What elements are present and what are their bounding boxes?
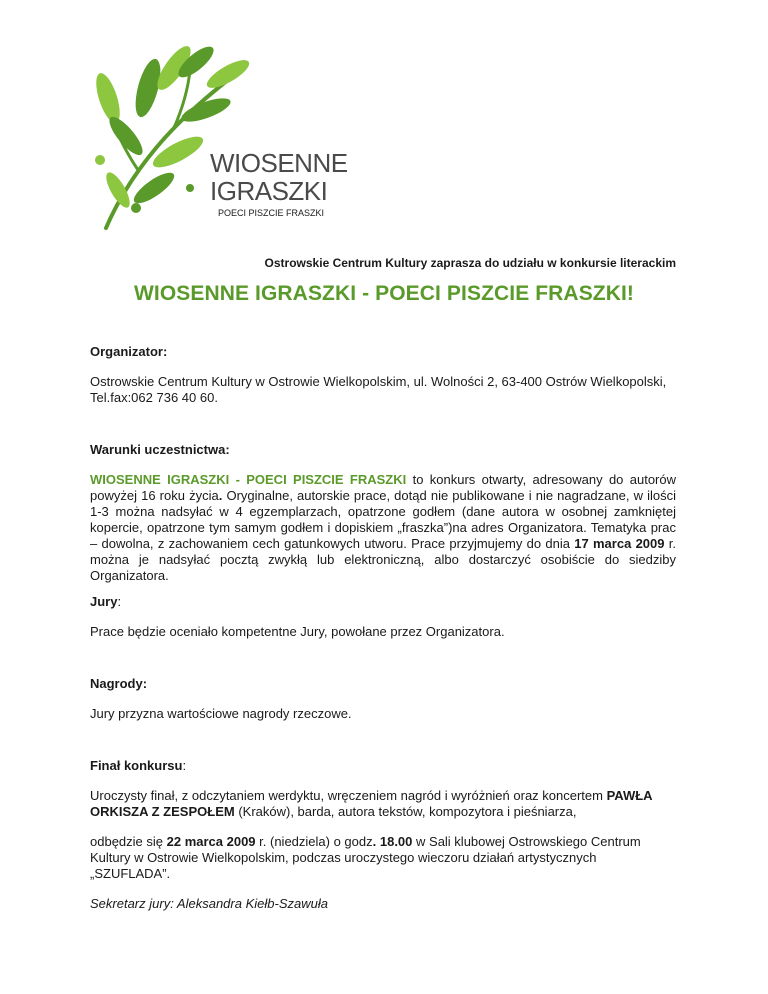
jury-heading bbox=[90, 594, 676, 610]
olive-branch-logo-icon bbox=[78, 40, 348, 235]
organizator-line-2: Tel.fax:062 736 40 60. bbox=[90, 390, 218, 405]
final-date: 22 marca 2009 bbox=[166, 834, 256, 849]
organizator-heading: Organizator: bbox=[90, 344, 168, 359]
warunki-dot: . bbox=[218, 488, 223, 503]
contest-name: WIOSENNE IGRASZKI - POECI PISZCIE FRASZKI bbox=[90, 472, 407, 487]
document-body bbox=[90, 344, 676, 912]
final-paragraph-1 bbox=[90, 788, 676, 820]
warunki-text-3: r. można je nadsyłać pocztą zwykłą lub elektroniczną, albo dostarczyć osobiście do siedziby Organizatora. bbox=[90, 536, 677, 583]
intro-line: Ostrowskie Centrum Kultury zaprasza do udziału w konkursie literackim bbox=[264, 256, 676, 270]
organizator-address bbox=[90, 374, 676, 406]
final-heading-label: Finał konkursu bbox=[90, 758, 183, 773]
logo bbox=[78, 40, 348, 235]
final-p2-dot: . bbox=[372, 834, 377, 849]
warunki-text-1: to konkurs otwarty, adresowany do autorów powyżej 16 roku życia bbox=[90, 472, 676, 503]
warunki-paragraph bbox=[90, 472, 676, 584]
sekretarz-line: Sekretarz jury: Aleksandra Kiełb-Szawuła bbox=[90, 896, 328, 911]
final-p1-c: (Kraków), barda, autora tekstów, kompozytora i pieśniarza, bbox=[234, 804, 577, 819]
final-time: 18.00 bbox=[376, 834, 413, 849]
final-p2-a: odbędzie się bbox=[90, 834, 167, 849]
page-title: WIOSENNE IGRASZKI - POECI PISZCIE FRASZKI! bbox=[133, 282, 635, 305]
final-p2-c: w Sali klubowej Ostrowskiego Centrum Kultury w Ostrowie Wielkopolskim, podczas uroczystego wieczoru działań artystycznych „SZUFLADA”. bbox=[90, 834, 641, 881]
logo-line-2: IGRASZKI bbox=[210, 176, 328, 206]
final-heading bbox=[90, 758, 676, 774]
warunki-heading: Warunki uczestnictwa: bbox=[90, 442, 230, 457]
final-paragraph-2 bbox=[90, 834, 676, 882]
nagrody-heading: Nagrody: bbox=[90, 676, 148, 691]
organizator-line-1: Ostrowskie Centrum Kultury w Ostrowie Wielkopolskim, ul. Wolności 2, 63-400 Ostrów Wielkopolski, bbox=[90, 374, 667, 389]
final-p1-a: Uroczysty finał, z odczytaniem werdyktu, wręczeniem nagród i wyróżnień oraz koncertem bbox=[90, 788, 607, 803]
warunki-text-2: Oryginalne, autorskie prace, dotąd nie publikowane i nie nagradzane, w ilości 1-3 można nadsyłać w 4 egzemplarzach, opatrzone godłem (dane autora w osobnej zamkniętej kopercie, opatrzone tym samym godłem i dopiskiem „fraszka”)na adres Organizatora. Tematyka prac – dowolna, z zachowaniem cech gatunkowych utworu. Prace przyjmujemy do dnia bbox=[90, 488, 676, 551]
deadline-date: 17 marca 2009 bbox=[574, 536, 665, 551]
jury-heading-label: Jury bbox=[90, 594, 118, 609]
logo-line-1: WIOSENNE bbox=[210, 148, 348, 178]
nagrody-text: Jury przyzna wartościowe nagrody rzeczowe. bbox=[90, 706, 352, 721]
logo-line-3: POECI PISZCIE FRASZKI bbox=[218, 208, 325, 218]
jury-colon: : bbox=[117, 594, 122, 609]
jury-text: Prace będzie oceniało kompetentne Jury, powołane przez Organizatora. bbox=[90, 624, 505, 639]
performer-name: PAWŁA ORKISZA Z ZESPOŁEM bbox=[90, 788, 653, 819]
final-colon: : bbox=[182, 758, 187, 773]
final-p2-b: r. (niedziela) o godz bbox=[255, 834, 373, 849]
